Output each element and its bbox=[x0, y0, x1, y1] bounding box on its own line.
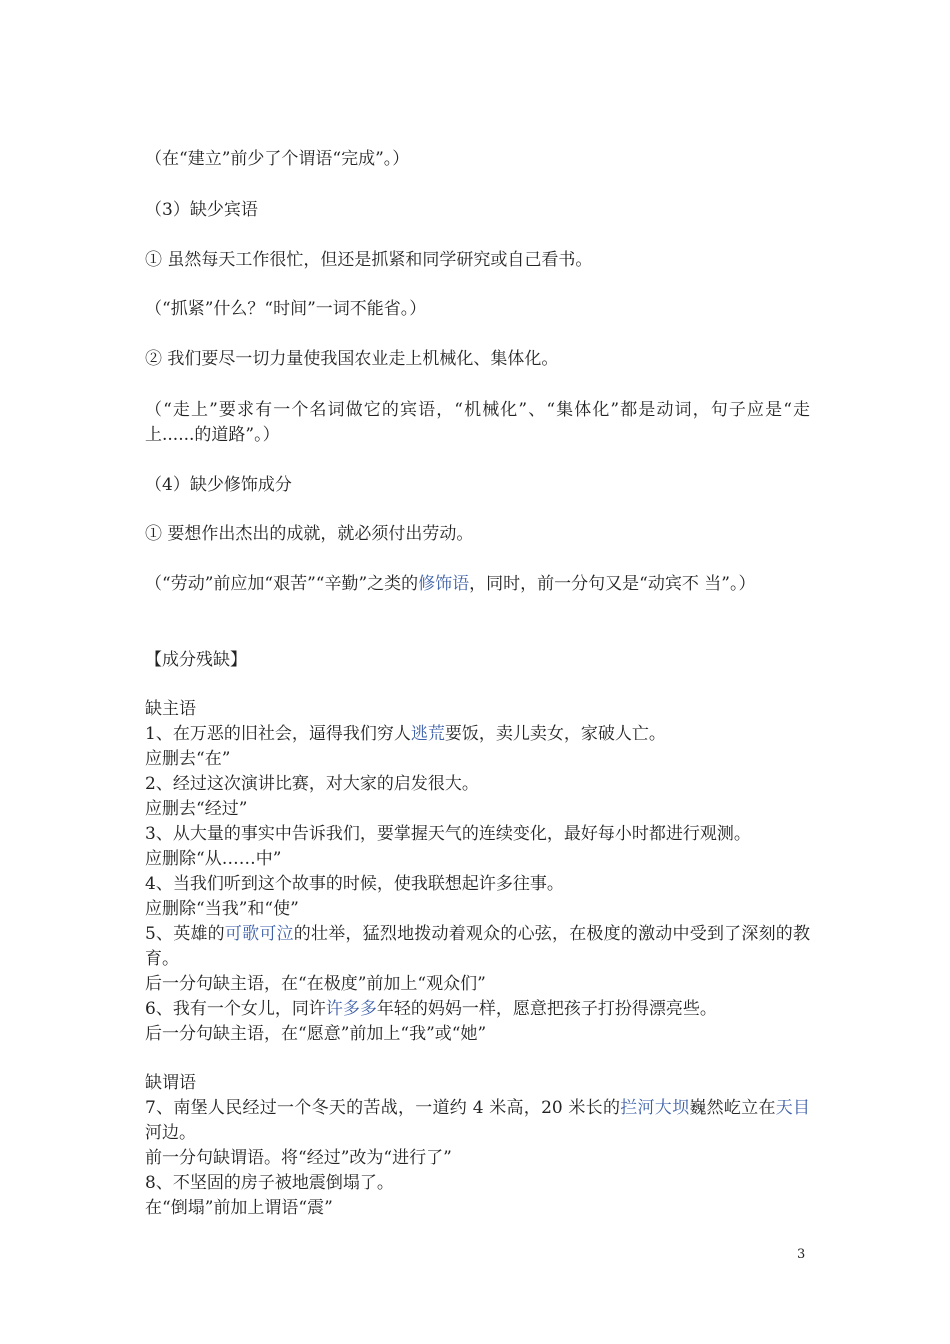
example-sentence bbox=[145, 722, 666, 747]
example-sentence bbox=[145, 1096, 810, 1146]
text-segment: 巍然屹立在 bbox=[689, 1098, 776, 1118]
section-heading: （4）缺少修饰成分 bbox=[145, 475, 292, 495]
subsection-heading: 缺谓语 bbox=[145, 1073, 196, 1093]
text-line: ① 虽然每天工作很忙，但还是抓紧和同学研究或自己看书。 bbox=[145, 250, 593, 270]
correction-note: 前一分句缺谓语。将“经过”改为“进行了” bbox=[145, 1148, 452, 1168]
example-sentence bbox=[145, 922, 810, 972]
section-heading: （3）缺少宾语 bbox=[145, 200, 258, 220]
text-segment: ，同时，前一分句又是“动宾不 当”。） bbox=[469, 574, 756, 594]
text-paragraph: （“走上”要求有一个名词做它的宾语，“机械化”、“集体化”都是动词，句子应是“走上......的道路”。） bbox=[145, 400, 810, 445]
correction-note: 应删去“在” bbox=[145, 749, 231, 769]
example-sentence: 2、经过这次演讲比赛，对大家的启发很大。 bbox=[145, 774, 479, 794]
text-segment: 河边。 bbox=[145, 1123, 196, 1143]
correction-note: 在“倒塌”前加上谓语“震” bbox=[145, 1198, 333, 1218]
example-sentence: 4、当我们听到这个故事的时候，使我联想起许多往事。 bbox=[145, 874, 564, 894]
text-segment: （“劳动”前应加“艰苦”“辛勤”之类的 bbox=[145, 574, 419, 594]
text-paragraph bbox=[145, 572, 810, 597]
text-line: ① 要想作出杰出的成就，就必须付出劳动。 bbox=[145, 524, 474, 544]
text-line: （“抓紧”什么？“时间”一词不能省。） bbox=[145, 299, 427, 319]
correction-note: 应删除“当我”和“使” bbox=[145, 899, 299, 919]
text-segment: 5、英雄的 bbox=[145, 924, 225, 944]
text-segment: 要饭，卖儿卖女，家破人亡。 bbox=[444, 724, 666, 744]
text-segment: 的壮举，猛烈地拨动着观众的心弦，在极度的激动中受到了深刻的教育。 bbox=[145, 924, 811, 969]
example-sentence bbox=[145, 997, 717, 1022]
section-title: 【成分残缺】 bbox=[145, 650, 247, 670]
correction-note: 应删除“从……中” bbox=[145, 849, 282, 869]
correction-note: 后一分句缺主语，在“在极度”前加上“观众们” bbox=[145, 974, 486, 994]
text-line: （在“建立”前少了个谓语“完成”。） bbox=[145, 149, 410, 169]
text-segment: 1、在万恶的旧社会，逼得我们穷人 bbox=[145, 724, 411, 744]
keyword-link[interactable]: 天目 bbox=[775, 1098, 811, 1118]
page-number: 3 bbox=[797, 1247, 806, 1262]
example-sentence: 3、从大量的事实中告诉我们，要掌握天气的连续变化，最好每小时都进行观测。 bbox=[145, 824, 751, 844]
text-line: ② 我们要尽一切力量使我国农业走上机械化、集体化。 bbox=[145, 349, 559, 369]
keyword-link[interactable]: 逃荒 bbox=[410, 724, 445, 744]
correction-note: 后一分句缺主语，在“愿意”前加上“我”或“她” bbox=[145, 1024, 487, 1044]
text-segment: 6、我有一个女儿，同许 bbox=[145, 999, 326, 1019]
correction-note: 应删去“经过” bbox=[145, 799, 248, 819]
keyword-link[interactable]: 修饰语 bbox=[418, 574, 470, 594]
example-sentence: 8、不坚固的房子被地震倒塌了。 bbox=[145, 1173, 394, 1193]
text-segment: 7、南堡人民经过一个冬天的苦战，一道约 4 米高，20 米长的 bbox=[145, 1098, 621, 1118]
subsection-heading: 缺主语 bbox=[145, 699, 196, 719]
keyword-link[interactable]: 许多多 bbox=[325, 999, 377, 1019]
text-segment: 年轻的妈妈一样，愿意把孩子打扮得漂亮些。 bbox=[376, 999, 717, 1019]
keyword-link[interactable]: 拦河大坝 bbox=[620, 1098, 690, 1118]
keyword-link[interactable]: 可歌可泣 bbox=[224, 924, 294, 944]
